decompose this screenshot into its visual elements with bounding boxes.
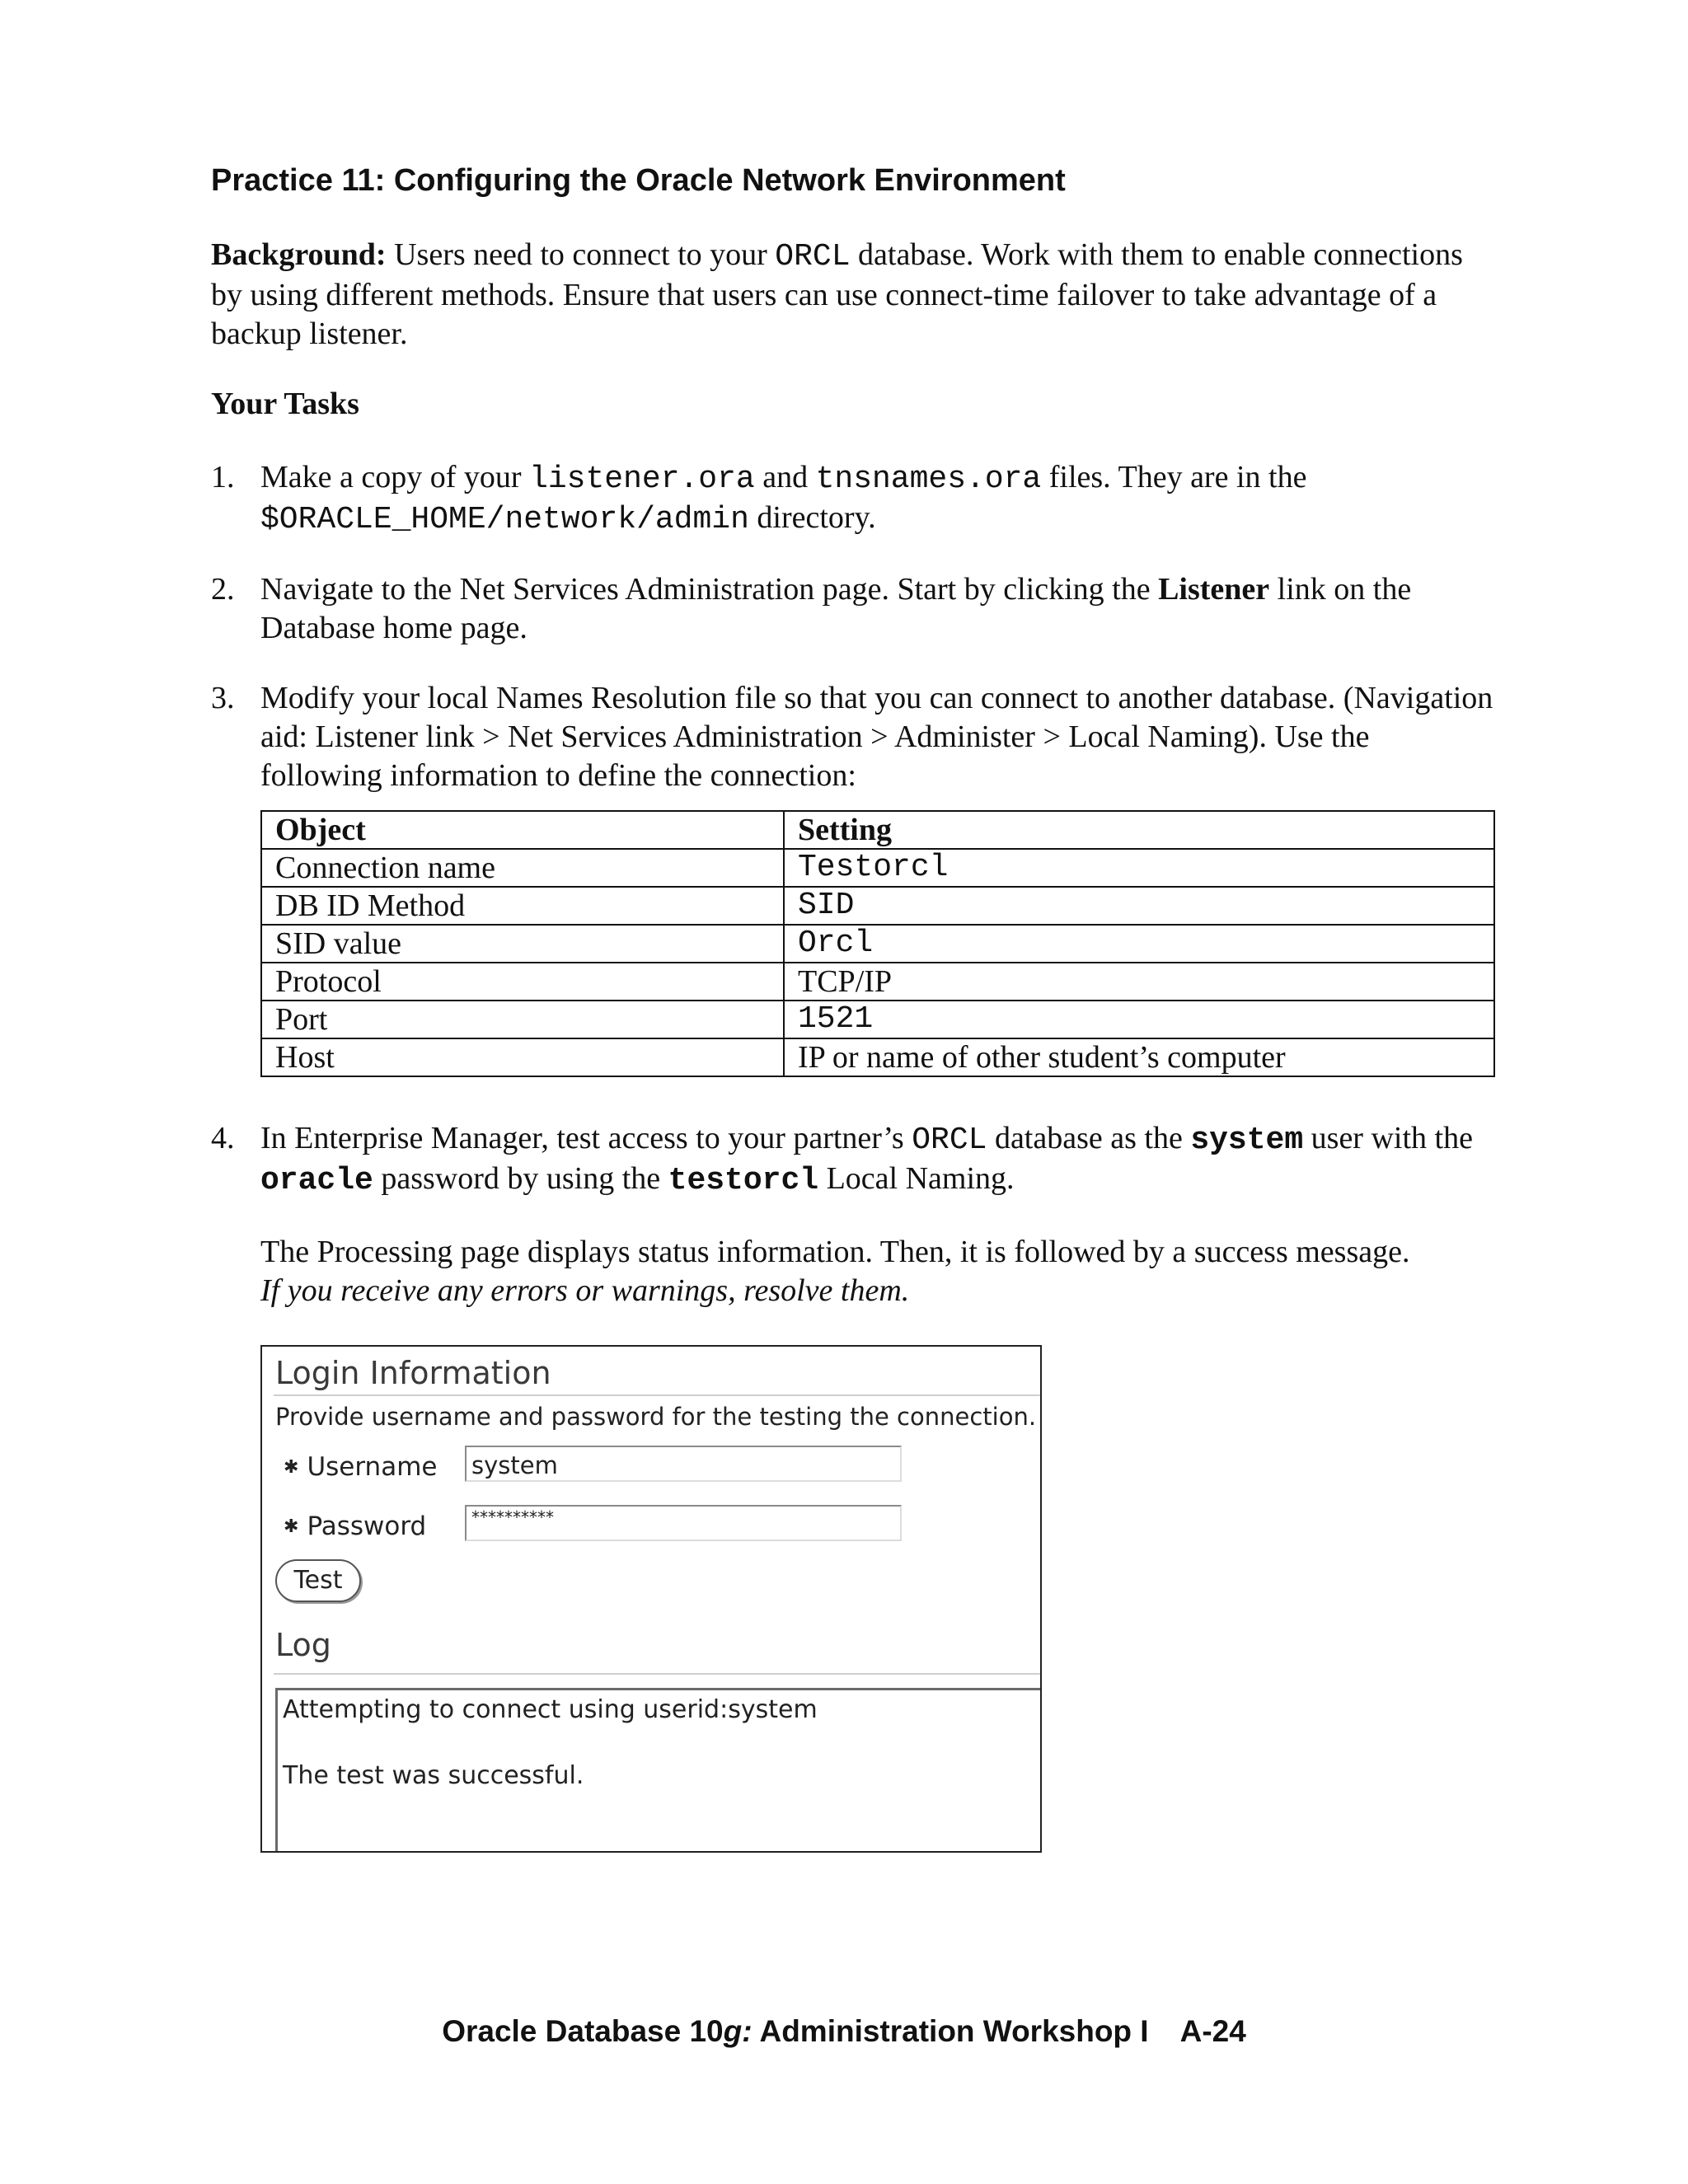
footer-title: Oracle Database 10 xyxy=(442,2014,724,2048)
log-title: Log xyxy=(275,1627,331,1663)
test-button[interactable]: Test xyxy=(275,1559,361,1602)
page-title: Practice 11: Configuring the Oracle Network Environment xyxy=(211,163,1066,198)
log-line: Attempting to connect using userid:system xyxy=(283,1695,818,1724)
text-run: Navigate to the Net Services Administration page. Start by clicking the xyxy=(260,572,1159,607)
code-admin-path: $ORACLE_HOME/network/admin xyxy=(260,502,749,537)
page-number: A-24 xyxy=(1179,2014,1246,2048)
note-text: The Processing page displays status information. Then, it is followed by a success message. xyxy=(260,1235,1410,1269)
password-row xyxy=(284,1507,554,1541)
required-icon: ✱ xyxy=(284,1457,299,1478)
setting-cell: TCP/IP xyxy=(784,963,1494,1001)
background-label: Background: xyxy=(211,237,387,272)
task-number: 3. xyxy=(211,681,235,715)
setting-cell: SID xyxy=(784,887,1494,925)
task-4-note xyxy=(260,1233,1497,1310)
text-run: In Enterprise Manager, test access to your partner’s xyxy=(260,1121,912,1155)
password-input[interactable]: ********** xyxy=(465,1505,902,1541)
table-row xyxy=(261,849,1494,887)
task-number: 2. xyxy=(211,572,235,607)
code-oracle: oracle xyxy=(260,1163,373,1198)
object-cell: DB ID Method xyxy=(261,887,784,925)
task-1 xyxy=(211,458,1497,539)
code-listener-ora: listener.ora xyxy=(529,462,755,497)
required-icon: ✱ xyxy=(284,1516,299,1537)
connection-settings-table xyxy=(260,810,1495,1077)
log-line: The test was successful. xyxy=(283,1761,584,1790)
setting-cell: Orcl xyxy=(784,925,1494,963)
divider xyxy=(274,1673,1040,1675)
object-cell: Port xyxy=(261,1001,784,1038)
setting-cell: IP or name of other student’s computer xyxy=(784,1038,1494,1076)
divider xyxy=(274,1394,1040,1396)
task-number: 1. xyxy=(211,460,235,494)
table-row xyxy=(261,887,1494,925)
text-run: user with the xyxy=(1303,1121,1473,1155)
code-system: system xyxy=(1190,1122,1304,1158)
task-text xyxy=(260,570,1497,648)
background-code: ORCL xyxy=(775,239,851,274)
login-screenshot xyxy=(260,1345,1042,1853)
background-text-a: Users need to connect to your xyxy=(386,237,776,272)
login-description: Provide username and password for the testing the connection. xyxy=(275,1403,1037,1431)
tasks-title: Your Tasks xyxy=(211,387,359,421)
column-header: Object xyxy=(261,811,784,849)
task-text xyxy=(260,458,1497,539)
column-header: Setting xyxy=(784,811,1494,849)
task-4 xyxy=(211,1119,1497,1310)
listener-bold: Listener xyxy=(1158,572,1270,607)
background-paragraph xyxy=(211,236,1497,354)
background-text-b: database. Work with them to enable connections by using different methods. Ensure that users can use connect-time failover to take advantage of a backup listener. xyxy=(211,237,1463,351)
log-textarea[interactable] xyxy=(275,1688,1040,1851)
username-label: Username xyxy=(307,1452,438,1482)
text-run: link on the Database home page. xyxy=(260,572,1412,645)
table-header-row xyxy=(261,811,1494,849)
code-orcl: ORCL xyxy=(912,1122,987,1158)
table-row xyxy=(261,925,1494,963)
task-text xyxy=(260,1119,1497,1200)
object-cell: Host xyxy=(261,1038,784,1076)
text-run: files. They are in the xyxy=(1041,460,1307,494)
text-run: password by using the xyxy=(373,1161,668,1196)
task-2 xyxy=(211,570,1497,648)
code-tnsnames-ora: tnsnames.ora xyxy=(815,462,1042,497)
task-number: 4. xyxy=(211,1121,235,1155)
table-row xyxy=(261,1038,1494,1076)
username-input[interactable]: system xyxy=(465,1446,902,1482)
text-run: directory. xyxy=(748,500,876,535)
code-testorcl: testorcl xyxy=(668,1163,819,1198)
table-row xyxy=(261,963,1494,1001)
object-cell: Protocol xyxy=(261,963,784,1001)
login-info-title: Login Information xyxy=(275,1355,551,1391)
note-italic: If you receive any errors or warnings, resolve them. xyxy=(260,1273,910,1308)
table-row xyxy=(261,1001,1494,1038)
object-cell: SID value xyxy=(261,925,784,963)
text-run: and xyxy=(754,460,816,494)
username-row xyxy=(284,1451,558,1482)
setting-cell: Testorcl xyxy=(784,849,1494,887)
task-3 xyxy=(211,679,1497,795)
password-label: Password xyxy=(307,1511,427,1541)
task-text: Modify your local Names Resolution file so that you can connect to another database. (Navigation aid: Listener link > Net Services Administration > Administer > Local Naming). Use the following information to define the connection: xyxy=(260,681,1493,793)
text-run: database as the xyxy=(987,1121,1191,1155)
setting-cell: 1521 xyxy=(784,1001,1494,1038)
text-run: Make a copy of your xyxy=(260,460,530,494)
page-footer xyxy=(0,2014,1688,2049)
footer-subtitle: Administration Workshop I xyxy=(752,2014,1149,2048)
text-run: Local Naming. xyxy=(818,1161,1015,1196)
object-cell: Connection name xyxy=(261,849,784,887)
footer-g: g: xyxy=(723,2014,753,2048)
